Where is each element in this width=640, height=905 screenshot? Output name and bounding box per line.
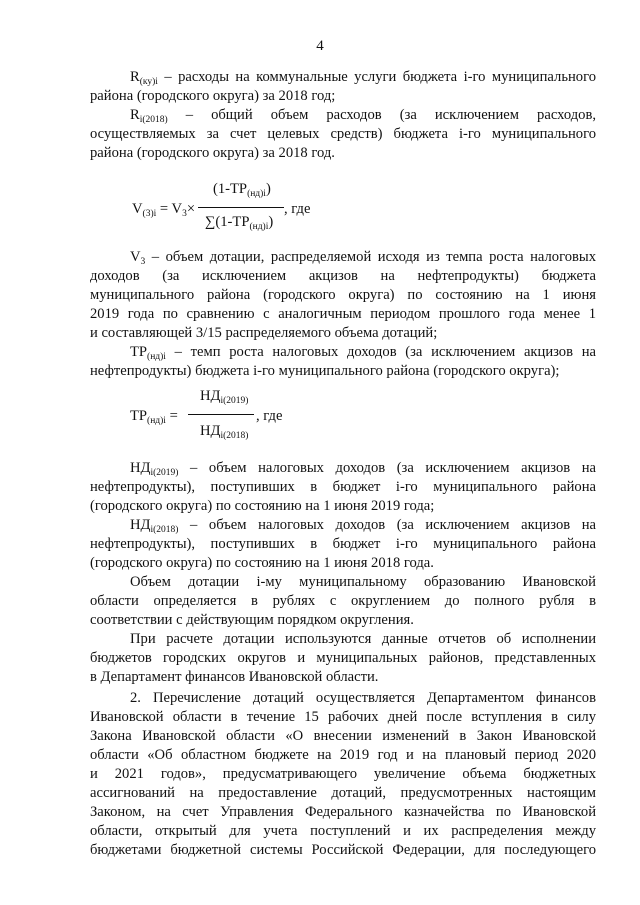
paragraph-line: 2. Перечисление дотаций осуществляется Департаментом финансов [130,690,596,706]
fraction-bar [198,207,284,208]
formula-numerator: $(1-ТР_{(нд)i})$ [213,181,271,199]
r-ky-definition-line: $R_{(ку)i}$ – расходы на коммунальные услуги бюджета i-го муниципального [130,69,596,87]
formula-suffix: , где [256,408,283,424]
paragraph-line: При расчете дотации используются данные отчетов об исполнении [130,631,596,647]
tp-definition-line: $ТР_{(нд)i}$ – темп роста налоговых доходов (за исключением акцизов на [130,344,596,362]
formula-numerator: $НД_{i(2019)}$ [200,388,249,406]
formula-lhs: $V_{(3)i} = V_3\times$ [132,201,196,219]
r-ky-definition-line: района (городского округа) за 2018 год; [90,88,336,104]
fraction-bar [188,414,254,415]
v3-definition-line: муниципального района (городского округа) по состоянию на 1 июня [90,287,596,303]
paragraph-line: области «Об областном бюджете на 2019 год и на плановый период 2020 [90,747,596,763]
paragraph-line: Законом, на счет Управления Федерального казначейства по Ивановской [90,804,596,820]
nd2019-definition-line: $НД_{i(2019)}$ – объем налоговых доходов (за исключением акцизов на [130,460,596,478]
paragraph-line: бюджетов городских округов и муниципальных районов, представленных [90,650,596,666]
paragraph-line: соответствии с действующим порядком округления. [90,612,414,628]
formula-lhs: $ТР_{(нд)i}$ = [130,408,178,426]
paragraph-line: Объем дотации i-му муниципальному образованию Ивановской [130,574,596,590]
paragraph-line: Закона Ивановской области «О внесении изменений в Закон Ивановской [90,728,596,744]
v3-definition-line: 2019 года по сравнению с аналогичным периодом прошлого года менее 1 [90,306,596,322]
paragraph-line: бюджетами бюджетной системы Российской Федерации, для последующего [90,842,596,858]
r-i2018-definition-line: осуществляемых за счет целевых средств) бюджета i-го муниципального [90,126,596,142]
nd2018-definition-line: $НД_{i(2018)}$ – объем налоговых доходов (за исключением акцизов на [130,517,596,535]
paragraph-line: ассигнований на предоставление дотаций, предусмотренных настоящим [90,785,596,801]
paragraph-line: области определяется в рублях с округлением до полного рубля в [90,593,596,609]
paragraph-line: и 2021 годов», предусматривающего увеличение объема бюджетных [90,766,596,782]
formula-suffix: , где [284,201,311,217]
paragraph-line: в Департамент финансов Ивановской области. [90,669,379,685]
paragraph-line: области, открытый для учета поступлений и их распределения между [90,823,596,839]
nd2019-definition-line: нефтепродукты), поступивших в бюджет i-го муниципального района [90,479,596,495]
paragraph-line: Ивановской области в течение 15 рабочих дней после вступления в силу [90,709,596,725]
tp-definition-line: нефтепродукты) бюджета i-го муниципального района (городского округа); [90,363,560,379]
v3-definition-line: доходов (за исключением акцизов на нефтепродукты) бюджета [90,268,596,284]
nd2018-definition-line: (городского округа) по состоянию на 1 июня 2018 года. [90,555,434,571]
r-i2018-definition-line: $R_{i(2018)}$ – общий объем расходов (за исключением расходов, [130,107,596,125]
nd2018-definition-line: нефтепродукты), поступивших в бюджет i-го муниципального района [90,536,596,552]
formula-denominator: $\sum(1-ТР_{(нд)i})$ [205,214,274,232]
v3-definition-line: и составляющей 3/15 распределяемого объема дотаций; [90,325,438,341]
formula-denominator: $НД_{i(2018)}$ [200,423,249,441]
page-number: 4 [316,38,324,54]
v3-definition-line: $V_3$ – объем дотации, распределяемой исходя из темпа роста налоговых [130,249,596,267]
r-i2018-definition-line: района (городского округа) за 2018 год. [90,145,335,161]
nd2019-definition-line: (городского округа) по состоянию на 1 июня 2019 года; [90,498,435,514]
